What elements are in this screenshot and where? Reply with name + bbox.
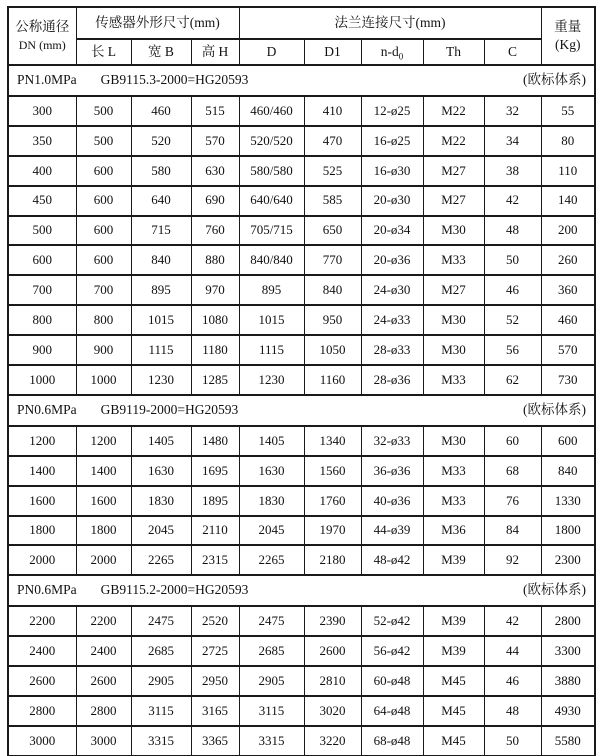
table-cell: 950: [304, 305, 361, 335]
table-cell: 460: [131, 96, 191, 126]
table-cell: M33: [423, 365, 484, 395]
header-n-d0: $n-d_0$: [361, 39, 423, 65]
table-cell: 42: [484, 186, 541, 216]
header-nominal-diameter-label: 公称通径: [15, 18, 70, 34]
table-cell: M30: [423, 305, 484, 335]
table-cell: 895: [131, 275, 191, 305]
table-cell: 1630: [131, 456, 191, 486]
table-cell: 1285: [191, 365, 239, 395]
table-cell: 1895: [191, 486, 239, 516]
header-length-L: 长 L: [76, 39, 131, 65]
header-Th: Th: [423, 39, 484, 65]
table-cell: 1230: [239, 365, 304, 395]
table-cell: 1000: [76, 365, 131, 395]
table-cell: 360: [541, 275, 595, 305]
table-cell: 32-ø33: [361, 426, 423, 456]
header-flange-dimensions-group: 法兰连接尺寸(mm): [239, 7, 541, 39]
table-cell: 470: [304, 126, 361, 156]
table-cell: 42: [484, 606, 541, 636]
table-cell: 1160: [304, 365, 361, 395]
table-cell: 3365: [191, 726, 239, 756]
table-cell: 715: [131, 216, 191, 246]
table-cell: 450: [8, 186, 76, 216]
table-cell: 20-ø30: [361, 186, 423, 216]
table-cell: 460: [541, 305, 595, 335]
table-cell: 2685: [131, 636, 191, 666]
table-cell: 3300: [541, 636, 595, 666]
table-cell: 76: [484, 486, 541, 516]
table-cell: 48-ø42: [361, 545, 423, 575]
table-cell: 52-ø42: [361, 606, 423, 636]
table-cell: 1830: [239, 486, 304, 516]
table-cell: 1080: [191, 305, 239, 335]
table-cell: 2475: [239, 606, 304, 636]
table-cell: 12-ø25: [361, 96, 423, 126]
table-cell: 800: [76, 305, 131, 335]
table-cell: 1115: [239, 335, 304, 365]
table-row: [8, 606, 595, 636]
table-cell: M45: [423, 666, 484, 696]
table-cell: 760: [191, 216, 239, 246]
table-cell: 800: [8, 305, 76, 335]
table-cell: 600: [76, 245, 131, 275]
table-cell: 1330: [541, 486, 595, 516]
table-cell: 46: [484, 275, 541, 305]
table-cell: 1695: [191, 456, 239, 486]
table-cell: 300: [8, 96, 76, 126]
table-cell: 2045: [131, 516, 191, 546]
table-cell: 500: [8, 216, 76, 246]
table-cell: 350: [8, 126, 76, 156]
table-cell: 44-ø39: [361, 516, 423, 546]
header-weight-label: 重量: [554, 18, 582, 34]
table-cell: 2905: [239, 666, 304, 696]
table-cell: 520: [131, 126, 191, 156]
section-standard: GB9115.2-2000=HG20593: [100, 582, 249, 598]
section-cell: [8, 65, 595, 96]
table-cell: 2810: [304, 666, 361, 696]
table-cell: 2265: [239, 545, 304, 575]
section-pressure-rating: PN0.6MPa: [17, 401, 77, 417]
table-cell: 640: [131, 186, 191, 216]
table-cell: 36-ø36: [361, 456, 423, 486]
table-cell: 2600: [8, 666, 76, 696]
table-cell: 5580: [541, 726, 595, 756]
table-cell: 1800: [8, 516, 76, 546]
table-cell: 770: [304, 245, 361, 275]
table-cell: 2800: [8, 696, 76, 726]
table-cell: M27: [423, 275, 484, 305]
table-cell: 140: [541, 186, 595, 216]
flange-spec-table: [7, 6, 596, 756]
table-cell: 55: [541, 96, 595, 126]
section-pressure-rating: PN0.6MPa: [17, 582, 77, 598]
header-dn-unit: DN (mm): [18, 38, 66, 52]
table-cell: M36: [423, 516, 484, 546]
table-cell: 60-ø48: [361, 666, 423, 696]
table-cell: 3880: [541, 666, 595, 696]
table-cell: 840: [541, 456, 595, 486]
table-row: [8, 126, 595, 156]
section-row: [8, 395, 595, 426]
table-cell: 2725: [191, 636, 239, 666]
table-cell: 16-ø25: [361, 126, 423, 156]
table-cell: 44: [484, 636, 541, 666]
table-row: [8, 486, 595, 516]
table-cell: 260: [541, 245, 595, 275]
table-cell: 570: [541, 335, 595, 365]
table-cell: M39: [423, 606, 484, 636]
table-cell: 600: [76, 216, 131, 246]
table-cell: 68-ø48: [361, 726, 423, 756]
table-cell: 38: [484, 156, 541, 186]
table-row: [8, 96, 595, 126]
table-cell: 50: [484, 245, 541, 275]
table-cell: 3315: [131, 726, 191, 756]
table-cell: 2520: [191, 606, 239, 636]
table-cell: 650: [304, 216, 361, 246]
table-cell: 28-ø36: [361, 365, 423, 395]
table-cell: 2390: [304, 606, 361, 636]
table-cell: 2600: [304, 636, 361, 666]
table-cell: 1405: [131, 426, 191, 456]
table-cell: 900: [76, 335, 131, 365]
table-cell: 92: [484, 545, 541, 575]
table-cell: M33: [423, 456, 484, 486]
table-cell: 1015: [239, 305, 304, 335]
section-cell: [8, 575, 595, 606]
table-cell: 110: [541, 156, 595, 186]
table-cell: 500: [76, 96, 131, 126]
table-cell: 1400: [76, 456, 131, 486]
table-cell: 515: [191, 96, 239, 126]
table-cell: 2200: [76, 606, 131, 636]
header-weight: [541, 7, 595, 65]
table-cell: 1000: [8, 365, 76, 395]
table-cell: 2475: [131, 606, 191, 636]
table-cell: 3165: [191, 696, 239, 726]
table-cell: 600: [8, 245, 76, 275]
header-weight-unit: (Kg): [555, 37, 581, 52]
table-row: [8, 456, 595, 486]
table-cell: 2685: [239, 636, 304, 666]
section-note: (欧标体系): [523, 582, 587, 598]
section-note: (欧标体系): [523, 401, 587, 417]
table-cell: 840: [131, 245, 191, 275]
table-cell: 56: [484, 335, 541, 365]
header-C: C: [484, 39, 541, 65]
table-cell: M45: [423, 696, 484, 726]
table-cell: 1200: [8, 426, 76, 456]
table-cell: 64-ø48: [361, 696, 423, 726]
table-cell: 4930: [541, 696, 595, 726]
table-cell: 46: [484, 666, 541, 696]
table-cell: 1405: [239, 426, 304, 456]
table-cell: 400: [8, 156, 76, 186]
table-row: [8, 245, 595, 275]
table-cell: 2800: [76, 696, 131, 726]
table-cell: M22: [423, 96, 484, 126]
table-row: [8, 305, 595, 335]
table-cell: 640/640: [239, 186, 304, 216]
table-row: [8, 275, 595, 305]
table-cell: M22: [423, 126, 484, 156]
table-cell: M39: [423, 545, 484, 575]
table-cell: 2400: [8, 636, 76, 666]
table-row: [8, 365, 595, 395]
table-cell: 895: [239, 275, 304, 305]
table-row: [8, 666, 595, 696]
table-cell: 1560: [304, 456, 361, 486]
table-cell: 20-ø36: [361, 245, 423, 275]
table-cell: 60: [484, 426, 541, 456]
table-cell: 50: [484, 726, 541, 756]
table-cell: 1480: [191, 426, 239, 456]
table-cell: 2265: [131, 545, 191, 575]
table-cell: 1600: [8, 486, 76, 516]
table-cell: 1760: [304, 486, 361, 516]
table-cell: M27: [423, 186, 484, 216]
table-cell: 68: [484, 456, 541, 486]
table-cell: 28-ø33: [361, 335, 423, 365]
table-row: [8, 636, 595, 666]
table-cell: 80: [541, 126, 595, 156]
section-standard: GB9119-2000=HG20593: [100, 401, 239, 417]
table-cell: 3115: [131, 696, 191, 726]
table-cell: 3115: [239, 696, 304, 726]
table-cell: 1800: [76, 516, 131, 546]
table-cell: 2600: [76, 666, 131, 696]
table-cell: 600: [541, 426, 595, 456]
table-cell: 585: [304, 186, 361, 216]
table-cell: 1340: [304, 426, 361, 456]
table-cell: 580: [131, 156, 191, 186]
table-cell: 2110: [191, 516, 239, 546]
table-cell: 24-ø30: [361, 275, 423, 305]
table-cell: 410: [304, 96, 361, 126]
table-row: [8, 216, 595, 246]
table-cell: 880: [191, 245, 239, 275]
table-cell: 970: [191, 275, 239, 305]
table-cell: 2300: [541, 545, 595, 575]
table-cell: 600: [76, 186, 131, 216]
table-cell: 1970: [304, 516, 361, 546]
table-cell: 2905: [131, 666, 191, 696]
table-cell: 700: [8, 275, 76, 305]
table-cell: 570: [191, 126, 239, 156]
header-sensor-dimensions-group: 传感器外形尺寸(mm): [76, 7, 239, 39]
table-cell: 500: [76, 126, 131, 156]
table-cell: 705/715: [239, 216, 304, 246]
table-cell: 2950: [191, 666, 239, 696]
table-cell: 1400: [8, 456, 76, 486]
table-cell: 2000: [8, 545, 76, 575]
table-cell: 2180: [304, 545, 361, 575]
table-cell: 62: [484, 365, 541, 395]
table-cell: 48: [484, 696, 541, 726]
section-row: [8, 575, 595, 606]
table-cell: 2400: [76, 636, 131, 666]
table-cell: 3315: [239, 726, 304, 756]
table-cell: 1050: [304, 335, 361, 365]
table-cell: 2800: [541, 606, 595, 636]
table-cell: 20-ø34: [361, 216, 423, 246]
table-cell: 690: [191, 186, 239, 216]
table-cell: 1015: [131, 305, 191, 335]
table-cell: 3020: [304, 696, 361, 726]
table-cell: 460/460: [239, 96, 304, 126]
table-cell: 3000: [8, 726, 76, 756]
table-cell: 600: [76, 156, 131, 186]
section-note: (欧标体系): [523, 72, 587, 88]
section-standard: GB9115.3-2000=HG20593: [100, 72, 249, 88]
table-cell: 200: [541, 216, 595, 246]
table-cell: M33: [423, 486, 484, 516]
table-row: [8, 156, 595, 186]
table-row: [8, 696, 595, 726]
table-cell: 40-ø36: [361, 486, 423, 516]
table-cell: 2045: [239, 516, 304, 546]
table-cell: 700: [76, 275, 131, 305]
table-cell: 2315: [191, 545, 239, 575]
table-cell: 840/840: [239, 245, 304, 275]
section-row: [8, 65, 595, 96]
table-row: [8, 516, 595, 546]
table-cell: 840: [304, 275, 361, 305]
table-row: [8, 545, 595, 575]
table-cell: 24-ø33: [361, 305, 423, 335]
table-cell: M27: [423, 156, 484, 186]
table-cell: 32: [484, 96, 541, 126]
table-cell: 56-ø42: [361, 636, 423, 666]
table-cell: M39: [423, 636, 484, 666]
table-cell: M45: [423, 726, 484, 756]
table-cell: 520/520: [239, 126, 304, 156]
table-cell: 3220: [304, 726, 361, 756]
table-row: [8, 335, 595, 365]
header-D1: D1: [304, 39, 361, 65]
table-cell: 525: [304, 156, 361, 186]
table-cell: 1180: [191, 335, 239, 365]
section-cell: [8, 395, 595, 426]
table-cell: 630: [191, 156, 239, 186]
table-cell: 16-ø30: [361, 156, 423, 186]
table-cell: M30: [423, 335, 484, 365]
table-cell: M30: [423, 216, 484, 246]
table-row: [8, 186, 595, 216]
table-row: [8, 726, 595, 756]
header-nominal-diameter: [8, 7, 76, 65]
table-cell: 1600: [76, 486, 131, 516]
table-cell: 730: [541, 365, 595, 395]
table-cell: 1800: [541, 516, 595, 546]
table-cell: 2000: [76, 545, 131, 575]
table-cell: 1830: [131, 486, 191, 516]
table-cell: M30: [423, 426, 484, 456]
header-height-H: 高 H: [191, 39, 239, 65]
table-cell: 900: [8, 335, 76, 365]
table-cell: 84: [484, 516, 541, 546]
table-cell: 52: [484, 305, 541, 335]
table-cell: 1200: [76, 426, 131, 456]
section-pressure-rating: PN1.0MPa: [17, 72, 77, 88]
table-cell: M33: [423, 245, 484, 275]
table-cell: 580/580: [239, 156, 304, 186]
header-D: D: [239, 39, 304, 65]
table-cell: 34: [484, 126, 541, 156]
table-cell: 48: [484, 216, 541, 246]
table-cell: 3000: [76, 726, 131, 756]
header-width-B: 宽 B: [131, 39, 191, 65]
table-cell: 1630: [239, 456, 304, 486]
table-cell: 1115: [131, 335, 191, 365]
table-row: [8, 426, 595, 456]
table-cell: 2200: [8, 606, 76, 636]
table-cell: 1230: [131, 365, 191, 395]
